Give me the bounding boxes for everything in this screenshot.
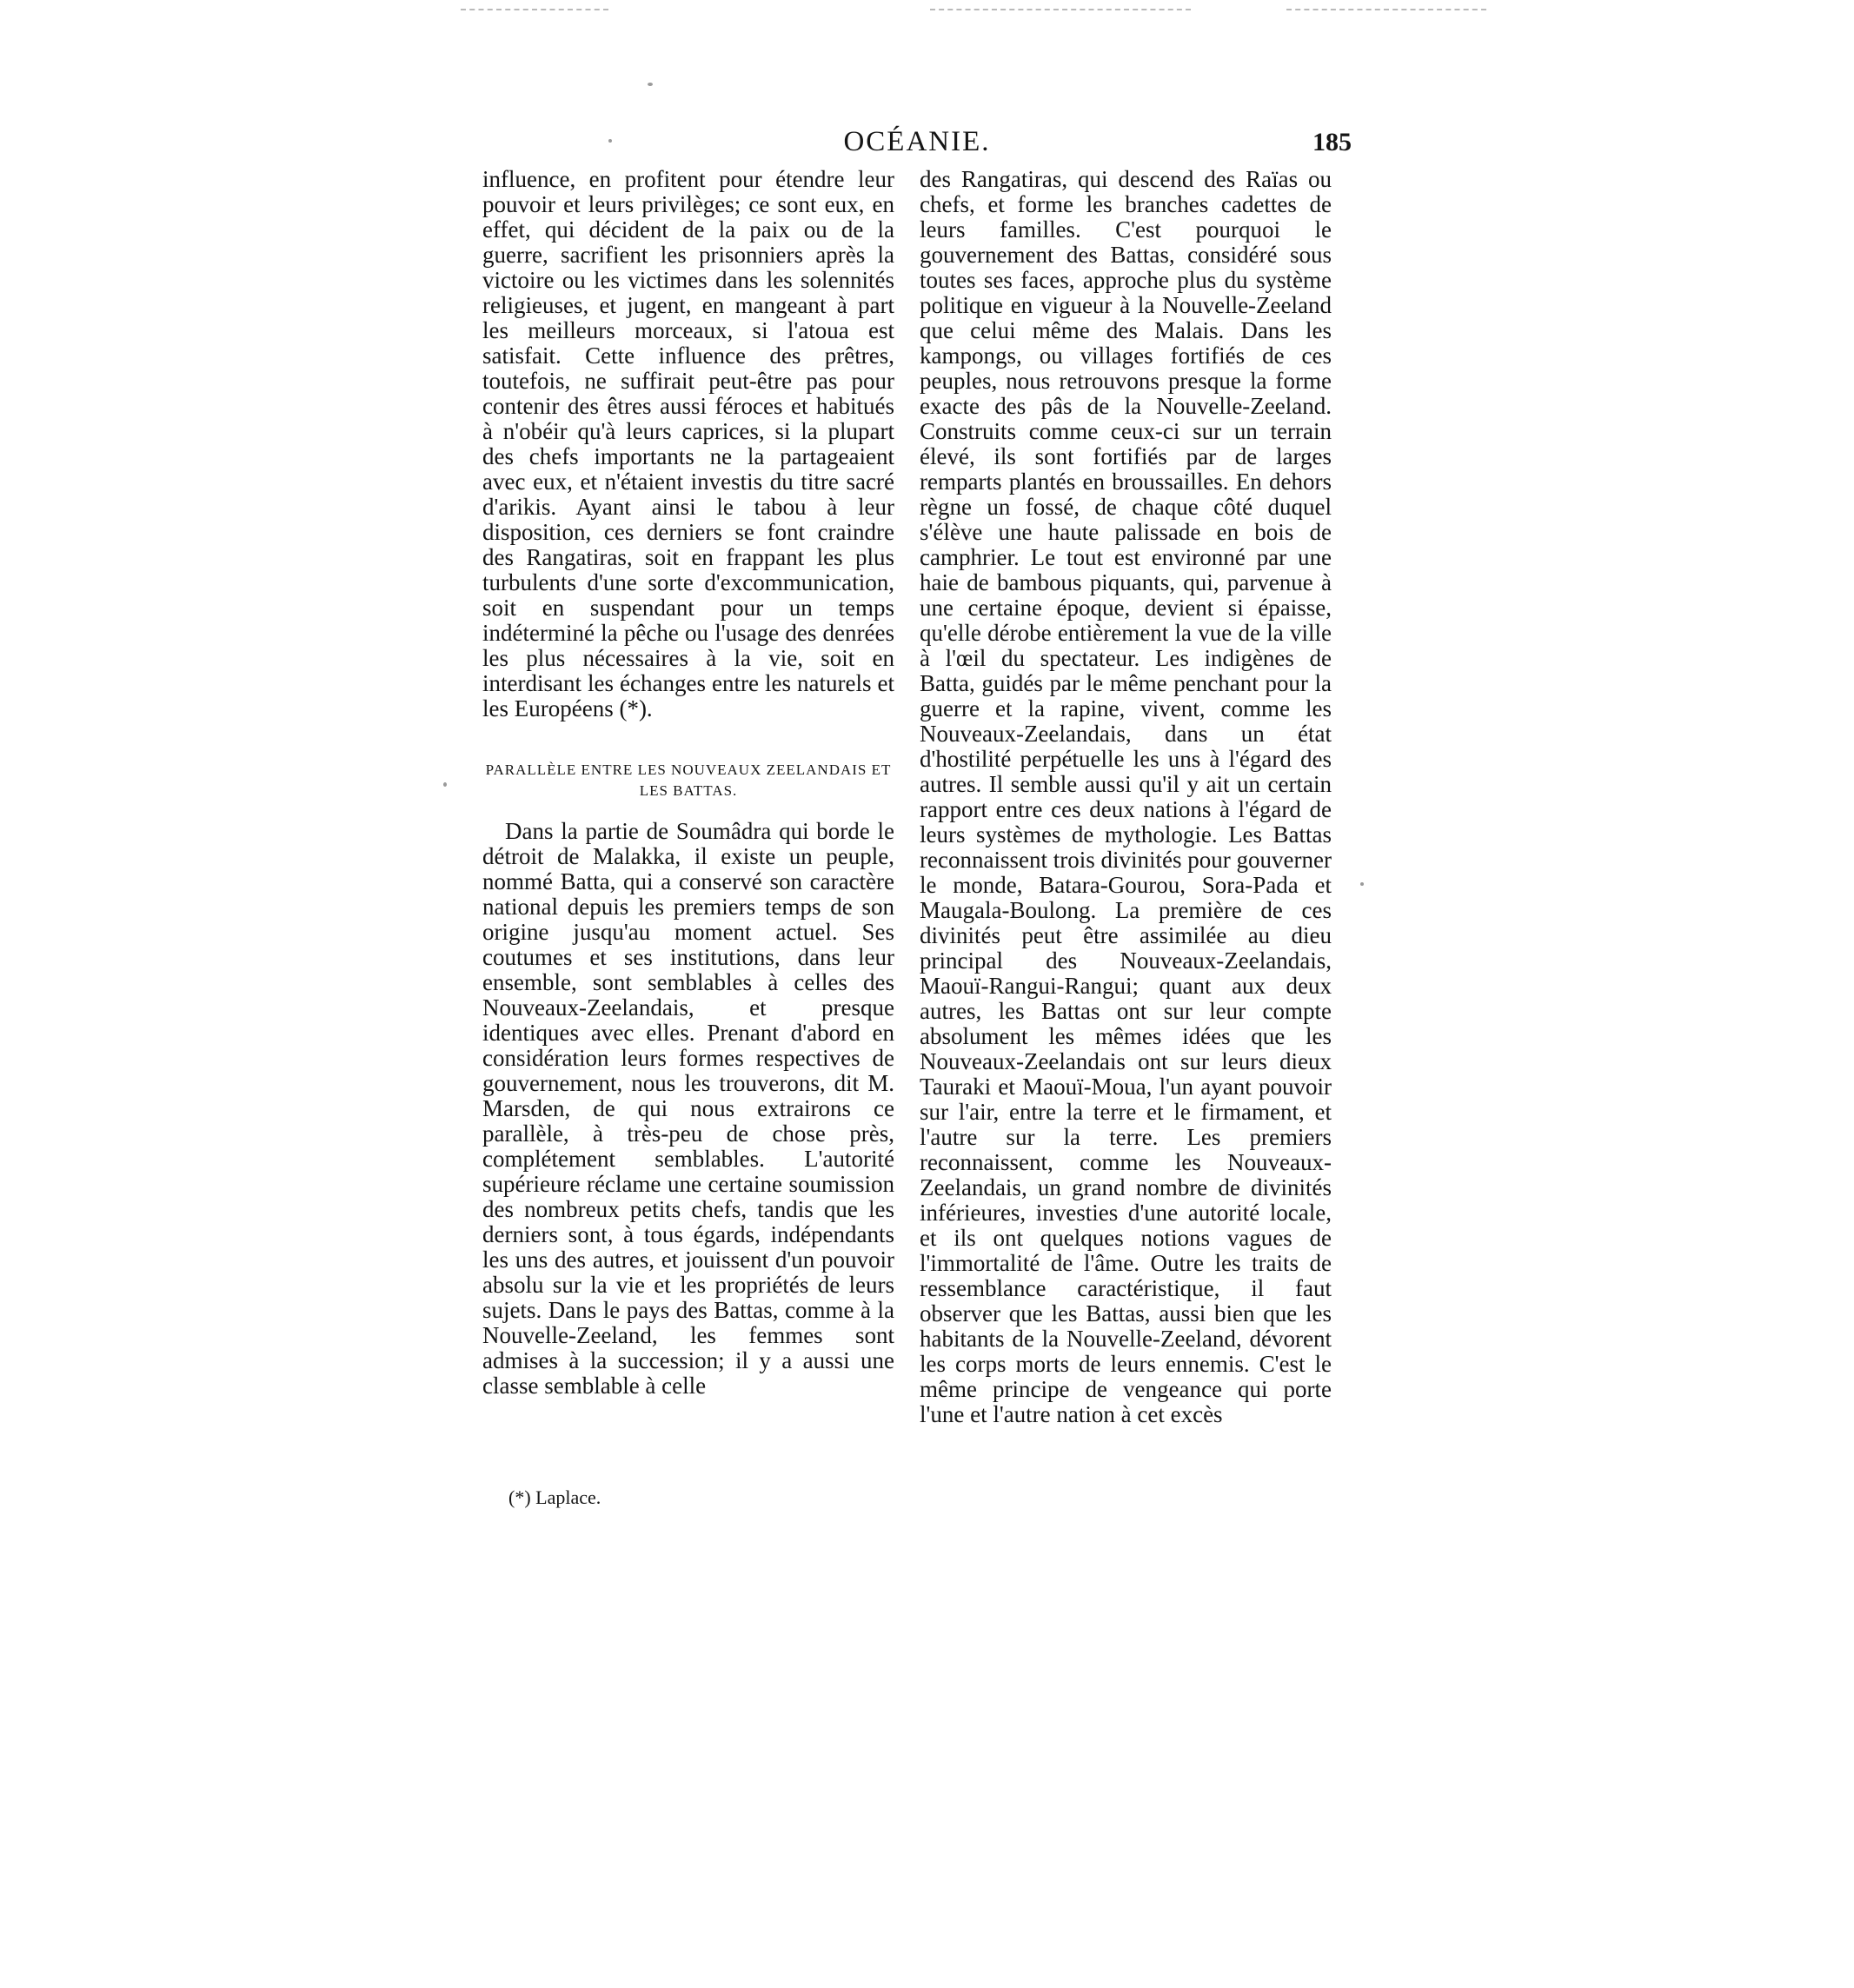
scan-speck [443,782,447,787]
scan-speck [648,83,653,86]
scan-edge-line [930,9,1191,10]
left-column [482,167,894,1399]
page-title: OCÉANIE. [843,126,991,157]
running-head [482,126,1352,170]
book-page [482,126,1352,1552]
right-paragraph: des Rangatiras, qui descend des Raïas ou chefs, et forme les branches cadettes de leurs familles. C'est pourquoi le gouvernement des Battas, considéré sous toutes ses faces, approche plus du système politique en vigueur à la Nouvelle-Zeeland que celui même des Malais. Dans les kampongs, ou villages fortifiés de ces peuples, nous retrouvons presque la forme exacte des pâs de la Nouvelle-Zeeland. Construits comme ceux-ci sur un terrain élevé, ils sont fortifiés par de larges remparts plantés en broussailles. En dehors règne un fossé, de chaque côté duquel s'élève une haute palissade en bois de camphrier. Le tout est environné par une haie de bambous piquants, qui, parvenue à une certaine époque, devient si épaisse, qu'elle dérobe entièrement la vue de la ville à l'œil du spectateur. Les indigènes de Batta, guidés par le même penchant pour la guerre et la rapine, vivent, comme les Nouveaux-Zeelandais, dans un état d'hostilité perpétuelle les uns à l'égard des autres. Il semble aussi qu'il y ait un certain rapport entre ces deux nations à l'égard de leurs systèmes de mythologie. Les Battas reconnaissent trois divinités pour gouverner le monde, Batara-Gourou, Sora-Pada et Maugala-Boulong. La première de ces divinités peut être assimilée au dieu principal des Nouveaux-Zeelandais, Maouï-Rangui-Rangui; quant aux deux autres, les Battas ont sur leur compte absolument les mêmes idées que les Nouveaux-Zeelandais ont sur leurs dieux Tauraki et Maouï-Moua, l'un ayant pouvoir sur l'air, entre la terre et le firmament, et l'autre sur la terre. Les premiers reconnaissent, comme les Nouveaux-Zeelandais, un grand nombre de divinités inférieures, investies d'une autorité locale, et ils ont quelques notions vagues de l'immortalité de l'âme. Outre les traits de ressemblance caractéristique, il faut observer que les Battas, aussi bien que les habitants de la Nouvelle-Zeeland, dévorent les corps morts de leurs ennemis. C'est le même principe de vengeance qui porte l'une et l'autre nation à cet excès [920,166,1332,1427]
scan-edge-line [1286,9,1486,10]
page-number: 185 [1312,128,1352,156]
scan-speck [1360,882,1364,886]
left-paragraph-batta: Dans la partie de Soumâdra qui borde le détroit de Malakka, il existe un peuple, nommé Batta, qui a conservé son caractère national depuis les premiers temps de son origine jusqu'au moment actuel. Ses coutumes et ses institutions, dans leur ensemble, sont semblables à celles des Nouveaux-Zeelandais, et presque identiques avec elles. Prenant d'abord en considération leurs formes respectives de gouvernement, nous les trouverons, dit M. Marsden, de qui nous extrairons ce parallèle, à très-peu de chose près, complétement semblables. L'autorité supérieure réclame une certaine soumission des nombreux petits chefs, tandis que les derniers sont, à tous égards, indépendants les uns des autres, et jouissent d'un pouvoir absolu sur la vie et les propriétés de leurs sujets. Dans le pays des Battas, comme à la Nouvelle-Zeeland, les femmes sont admises à la succession; il y a aussi une classe semblable à celle [482,818,894,1399]
footnote: (*) Laplace. [508,1486,601,1508]
right-column [920,167,1332,1427]
left-paragraph-continued: influence, en profitent pour étendre leur pouvoir et leurs privilèges; ce sont eux, en effet, qui décident de la paix ou de la guerre, sacrifient les prisonniers après la victoire ou les victimes dans les solennités religieuses, et jugent, en mangeant à part les meilleurs morceaux, si l'atoua est satisfait. Cette influence des prêtres, toutefois, ne suffirait peut-être pas pour contenir des êtres aussi féroces et habitués à n'obéir qu'à leurs caprices, si la plupart des chefs importants ne la partageaient avec eux, et n'étaient investis du titre sacré d'arikis. Ayant ainsi le tabou à leur disposition, ces derniers se font craindre des Rangatiras, soit en frappant les plus turbulents d'une sorte d'excommunication, soit en suspendant pour un temps indéterminé la pêche ou l'usage des denrées les plus nécessaires à la vie, soit en interdisant les échanges entre les naturels et les Européens (*). [482,166,894,721]
section-heading: PARALLÈLE ENTRE LES NOUVEAUX ZEELANDAIS ET LES BATTAS. [485,761,892,799]
scan-edge-line [461,9,608,10]
